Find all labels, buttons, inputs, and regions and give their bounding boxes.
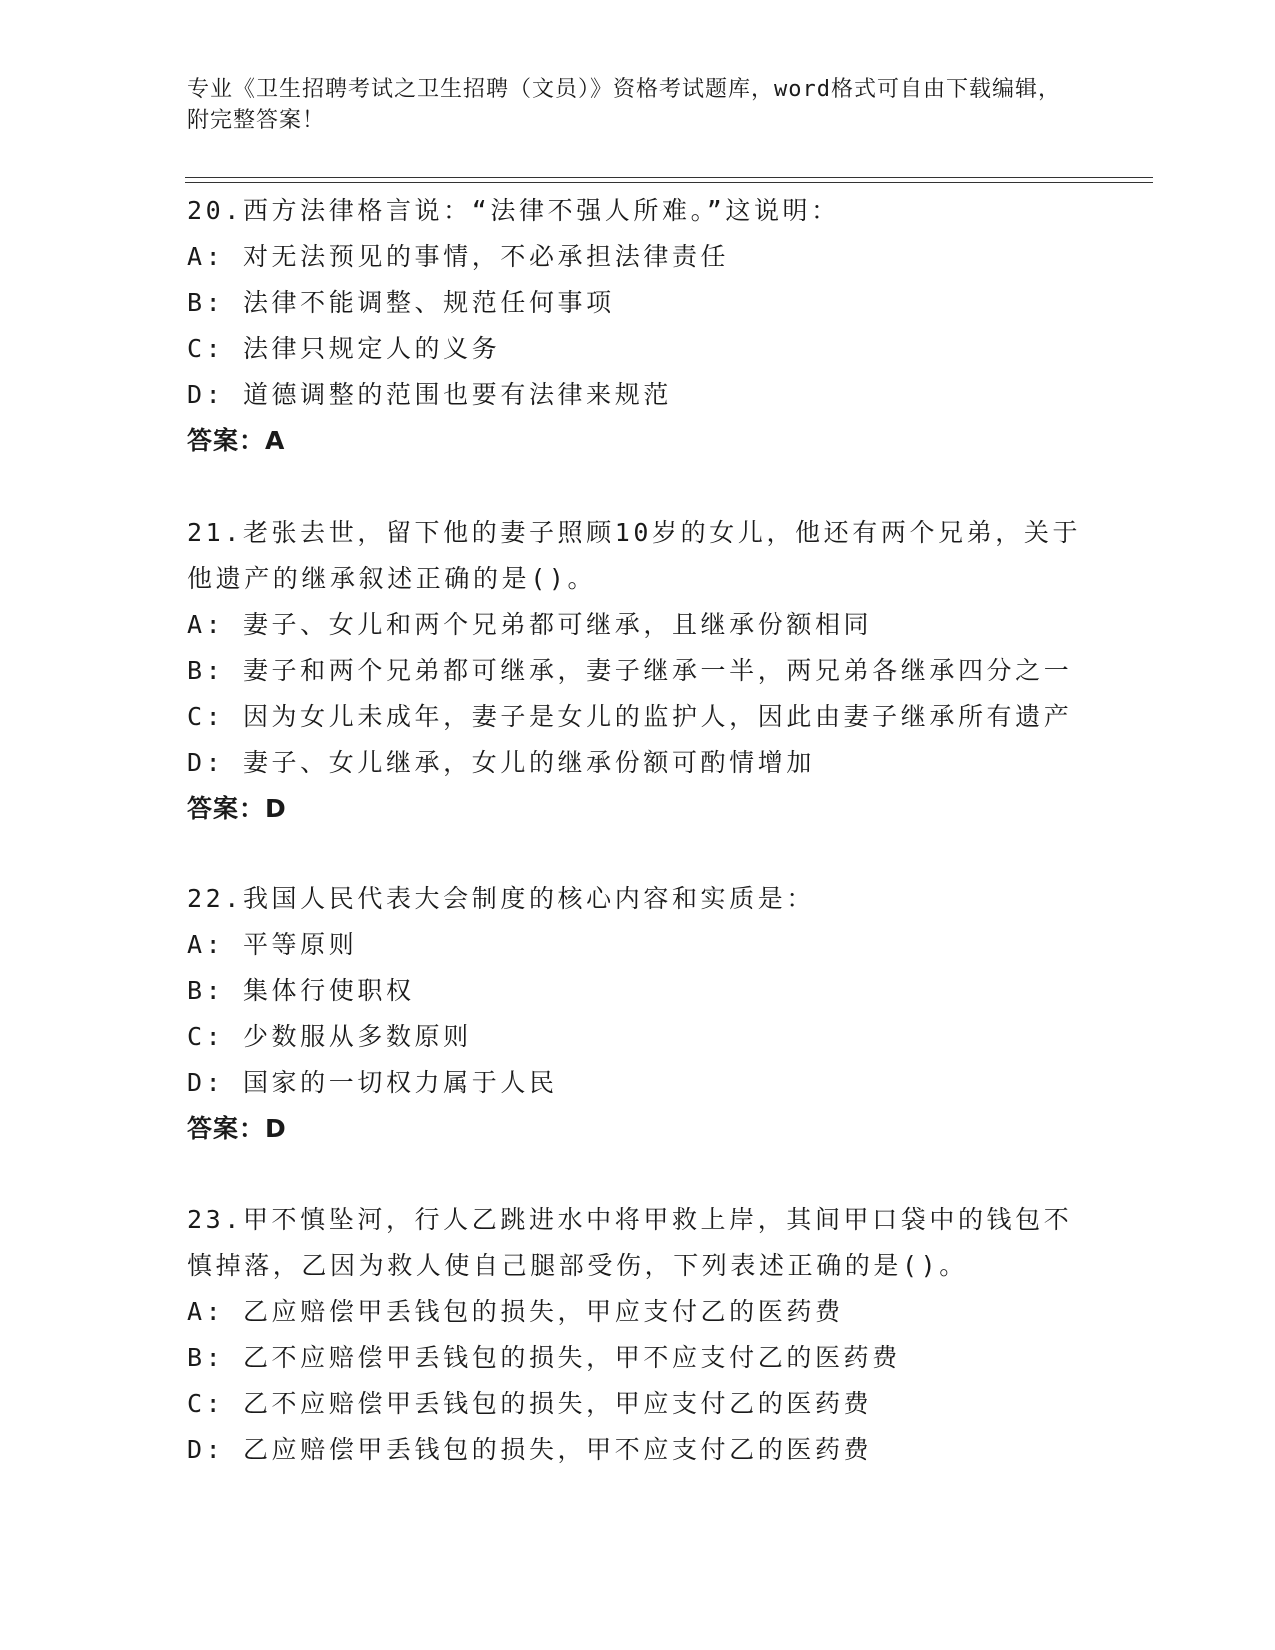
option-b: B: 集体行使职权 xyxy=(187,976,415,1005)
option-b: B: 乙不应赔偿甲丢钱包的损失，甲不应支付乙的医药费 xyxy=(187,1343,901,1372)
document-header: 专业《卫生招聘考试之卫生招聘（文员）》资格考试题库，word格式可自由下载编辑，附完整答案！ xyxy=(187,77,1061,133)
question-21 xyxy=(187,510,1087,832)
option-a: A: 对无法预见的事情，不必承担法律责任 xyxy=(187,242,730,271)
option-a: A: 妻子、女儿和两个兄弟都可继承，且继承份额相同 xyxy=(187,610,873,639)
question-22 xyxy=(187,876,1087,1152)
question-23 xyxy=(187,1197,1087,1473)
answer: 答案：A xyxy=(187,426,286,455)
option-a: A: 平等原则 xyxy=(187,930,358,959)
option-d: D: 国家的一切权力属于人民 xyxy=(187,1068,558,1097)
option-c: C: 少数服从多数原则 xyxy=(187,1022,472,1051)
answer: 答案：D xyxy=(187,1114,287,1143)
header-divider-top xyxy=(185,177,1153,178)
option-b: B: 法律不能调整、规范任何事项 xyxy=(187,288,615,317)
option-a: A: 乙应赔偿甲丢钱包的损失，甲应支付乙的医药费 xyxy=(187,1297,844,1326)
header-divider-bottom xyxy=(185,182,1153,183)
question-stem: 23.甲不慎坠河，行人乙跳进水中将甲救上岸，其间甲口袋中的钱包不慎掉落，乙因为救人使自己腿部受伤，下列表述正确的是()。 xyxy=(187,1205,1073,1280)
answer: 答案：D xyxy=(187,794,287,823)
option-c: C: 法律只规定人的义务 xyxy=(187,334,501,363)
question-stem: 20.西方法律格言说：“法律不强人所难。”这说明： xyxy=(187,196,840,225)
option-d: D: 道德调整的范围也要有法律来规范 xyxy=(187,380,672,409)
question-stem: 22.我国人民代表大会制度的核心内容和实质是： xyxy=(187,884,815,913)
option-d: D: 乙应赔偿甲丢钱包的损失，甲不应支付乙的医药费 xyxy=(187,1435,873,1464)
option-c: C: 因为女儿未成年，妻子是女儿的监护人，因此由妻子继承所有遗产 xyxy=(187,702,1073,731)
question-stem: 21.老张去世，留下他的妻子照顾10岁的女儿，他还有两个兄弟，关于他遗产的继承叙述正确的是()。 xyxy=(187,518,1082,593)
option-c: C: 乙不应赔偿甲丢钱包的损失，甲应支付乙的医药费 xyxy=(187,1389,873,1418)
option-d: D: 妻子、女儿继承，女儿的继承份额可酌情增加 xyxy=(187,748,815,777)
option-b: B: 妻子和两个兄弟都可继承，妻子继承一半，两兄弟各继承四分之一 xyxy=(187,656,1073,685)
question-20 xyxy=(187,188,1087,464)
